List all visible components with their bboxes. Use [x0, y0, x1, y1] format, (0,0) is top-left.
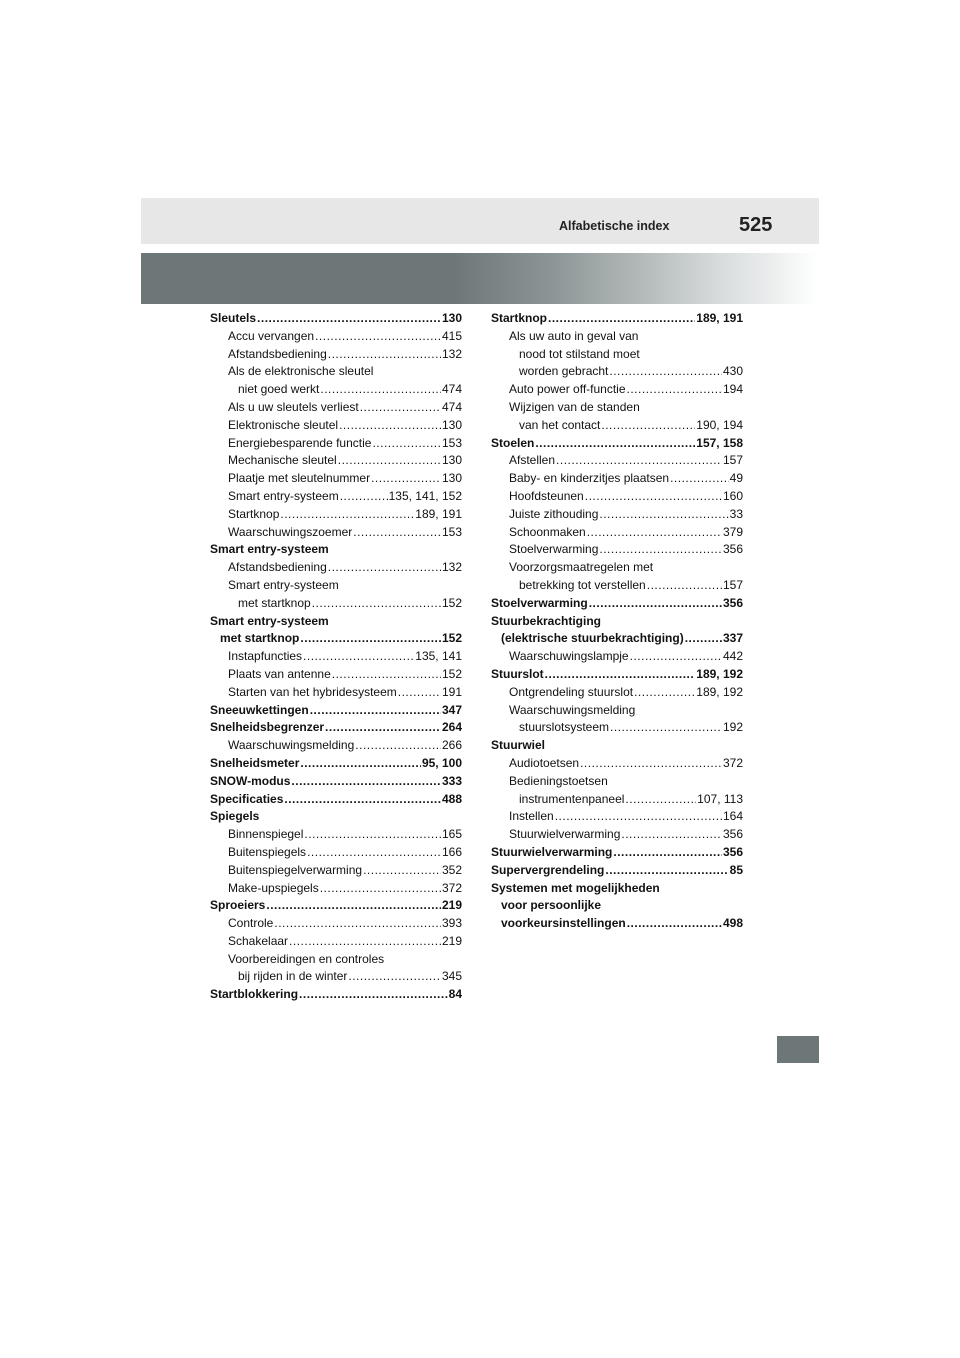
index-term: worden gebracht: [519, 364, 609, 379]
index-entry: [210, 470, 462, 488]
index-entry: [210, 595, 462, 613]
index-entry: [491, 577, 743, 595]
index-term: Juiste zithouding: [509, 506, 599, 521]
index-term: Smart entry-systeem: [228, 577, 339, 592]
page-reference: 194: [722, 382, 743, 397]
index-term: Voorzorgsmaatregelen met: [509, 560, 654, 575]
index-term: Elektronische sleutel: [228, 417, 339, 432]
index-term: Als uw auto in geval van: [509, 328, 639, 343]
index-entry: [210, 951, 462, 969]
index-entry: [210, 613, 462, 631]
index-term: Binnenspiegel: [228, 827, 304, 842]
index-term: Instapfuncties: [228, 649, 303, 664]
page-reference: 153: [441, 524, 462, 539]
index-term: Ontgrendeling stuurslot: [509, 684, 634, 699]
page-reference: 266: [441, 738, 462, 753]
index-entry: [210, 452, 462, 470]
dot-leader: [610, 719, 722, 737]
page-reference: 498: [722, 916, 743, 931]
index-term: Accu vervangen: [228, 328, 315, 343]
dot-leader: [625, 791, 696, 809]
page-reference: 164: [722, 809, 743, 824]
index-entry: [491, 791, 743, 809]
index-term: Instellen: [509, 809, 554, 824]
index-entry: [491, 880, 743, 898]
index-entry: [491, 524, 743, 542]
index-term: nood tot stilstand moet: [519, 346, 640, 361]
index-entry: [210, 844, 462, 862]
index-term: SNOW-modus: [210, 773, 291, 788]
dot-leader: [585, 488, 722, 506]
index-term: Schoonmaken: [509, 524, 586, 539]
page-reference: 165: [441, 827, 462, 842]
dot-leader: [339, 417, 441, 435]
index-term: Systemen met mogelijkheden: [491, 880, 660, 895]
index-entry: [491, 755, 743, 773]
page-reference: 189, 192: [696, 684, 743, 699]
dot-leader: [627, 381, 722, 399]
page-reference: 379: [722, 524, 743, 539]
index-term: Sleutels: [210, 311, 257, 325]
index-term: niet goed werkt: [238, 382, 320, 397]
index-term: Stoelen: [491, 435, 535, 450]
page-reference: 135, 141, 152: [388, 488, 462, 503]
dot-leader: [303, 648, 414, 666]
page-reference: 49: [729, 471, 743, 486]
index-entry: [210, 559, 462, 577]
dot-leader: [609, 363, 722, 381]
dot-leader: [627, 915, 722, 933]
index-term: Bedieningstoetsen: [509, 773, 608, 788]
index-entry: [491, 666, 743, 684]
dot-leader: [338, 452, 441, 470]
dot-leader: [284, 791, 441, 809]
index-term: Plaats van antenne: [228, 666, 331, 681]
index-term: Sneeuwkettingen: [210, 702, 309, 717]
index-entry: [491, 613, 743, 631]
index-term: stuurslotsysteem: [519, 720, 610, 735]
dot-leader: [589, 595, 722, 613]
dot-leader: [299, 986, 448, 1004]
page-reference: 190, 194: [696, 417, 743, 432]
index-entry: [210, 719, 462, 737]
dot-leader: [257, 310, 441, 328]
page-reference: 189, 191: [696, 311, 743, 325]
index-entry: [491, 328, 743, 346]
index-entry: [210, 968, 462, 986]
page-reference: 152: [441, 631, 462, 646]
index-term: Specificaties: [210, 791, 284, 806]
index-entry: [210, 897, 462, 915]
page-reference: 132: [441, 560, 462, 575]
index-term: Waarschuwingsmelding: [228, 738, 355, 753]
header-gradient-bar: [141, 253, 819, 304]
index-entry: [491, 648, 743, 666]
index-term: van het contact: [519, 417, 601, 432]
dot-leader: [647, 577, 722, 595]
page-reference: 474: [441, 399, 462, 414]
page-reference: 393: [441, 916, 462, 931]
dot-leader: [363, 862, 441, 880]
dot-leader: [548, 310, 695, 328]
index-term: Startknop: [491, 311, 548, 325]
index-entry: [491, 719, 743, 737]
index-term: Stuurslot: [491, 666, 544, 681]
index-entry: [210, 524, 462, 542]
page-reference: 356: [722, 595, 743, 610]
page-reference: 130: [441, 417, 462, 432]
page-reference: 219: [441, 933, 462, 948]
page-reference: 153: [441, 435, 462, 450]
index-entry: [491, 363, 743, 381]
dot-leader: [599, 541, 722, 559]
index-term: Buitenspiegelverwarming: [228, 862, 363, 877]
index-column-right: [491, 310, 743, 933]
page-reference: 356: [722, 542, 743, 557]
index-term: Waarschuwingszoemer: [228, 524, 353, 539]
page-reference: 264: [441, 720, 462, 735]
dot-leader: [340, 488, 388, 506]
index-term: Stoelverwarming: [491, 595, 588, 610]
page-reference: 95, 100: [421, 755, 462, 770]
index-entry: [210, 915, 462, 933]
index-term: Audiotoetsen: [509, 755, 580, 770]
dot-leader: [613, 844, 722, 862]
index-entry: [491, 470, 743, 488]
index-entry: [210, 826, 462, 844]
page-reference: 474: [441, 382, 462, 397]
page-reference: 85: [729, 862, 743, 877]
dot-leader: [320, 880, 441, 898]
dot-leader: [291, 773, 441, 791]
index-entry: [491, 702, 743, 720]
index-entry: [491, 399, 743, 417]
page-number: 525: [739, 214, 773, 236]
index-entry: [210, 630, 462, 648]
dot-leader: [556, 452, 722, 470]
index-entry: [210, 808, 462, 826]
index-entry: [491, 915, 743, 933]
index-entry: [491, 684, 743, 702]
index-entry: [210, 648, 462, 666]
page-reference: 152: [441, 666, 462, 681]
page-reference: 352: [441, 862, 462, 877]
dot-leader: [328, 559, 441, 577]
page-reference: 160: [722, 488, 743, 503]
index-entry: [491, 506, 743, 524]
page-reference: 191: [441, 684, 462, 699]
dot-leader: [580, 755, 722, 773]
index-entry: [210, 737, 462, 755]
dot-leader: [398, 684, 441, 702]
page-reference: 337: [722, 631, 743, 646]
dot-leader: [670, 470, 729, 488]
page-reference: 130: [441, 453, 462, 468]
index-entry: [210, 417, 462, 435]
page-reference: 135, 141: [415, 649, 462, 664]
page-reference: 166: [441, 844, 462, 859]
index-entry: [210, 862, 462, 880]
index-entry: [491, 435, 743, 453]
index-term: voor persoonlijke: [501, 898, 602, 913]
page-reference: 333: [441, 773, 462, 788]
index-entry: [491, 417, 743, 435]
dot-leader: [555, 808, 722, 826]
chapter-tab-marker: [777, 1036, 819, 1063]
index-term: Afstandsbediening: [228, 346, 327, 361]
index-term: Snelheidsmeter: [210, 755, 300, 770]
index-term: Baby- en kinderzitjes plaatsen: [509, 471, 670, 486]
index-term: Make-upspiegels: [228, 880, 319, 895]
dot-leader: [274, 915, 441, 933]
index-term: Waarschuwingslampje: [509, 649, 629, 664]
index-entry: [491, 737, 743, 755]
index-term: (elektrische stuurbekrachtiging): [501, 631, 684, 646]
index-entry: [210, 773, 462, 791]
page-reference: 488: [441, 791, 462, 806]
dot-leader: [621, 826, 722, 844]
index-entry: [210, 488, 462, 506]
index-entry: [210, 880, 462, 898]
dot-leader: [355, 737, 441, 755]
dot-leader: [280, 506, 414, 524]
index-entry: [210, 933, 462, 951]
index-term: Stuurwielverwarming: [491, 844, 613, 859]
index-entry: [491, 559, 743, 577]
index-entry: [210, 381, 462, 399]
index-entry: [210, 791, 462, 809]
dot-leader: [371, 470, 441, 488]
page-reference: 189, 191: [415, 506, 462, 521]
page-reference: 157, 158: [696, 435, 743, 450]
index-term: Stuurwiel: [491, 738, 546, 753]
dot-leader: [599, 506, 728, 524]
dot-leader: [360, 399, 441, 417]
page-reference: 356: [722, 844, 743, 859]
index-entry: [491, 452, 743, 470]
dot-leader: [312, 595, 441, 613]
index-entry: [491, 541, 743, 559]
index-term: betrekking tot verstellen: [519, 577, 646, 592]
page-reference: 84: [448, 987, 462, 1002]
index-term: Smart entry-systeem: [228, 488, 339, 503]
dot-leader: [601, 417, 695, 435]
index-entry: [491, 826, 743, 844]
header-box: [141, 198, 819, 244]
index-entry: [210, 541, 462, 559]
index-entry: [491, 488, 743, 506]
index-entry: [210, 577, 462, 595]
dot-leader: [328, 346, 441, 364]
index-term: Hoofdsteunen: [509, 488, 584, 503]
dot-leader: [587, 524, 722, 542]
index-entry: [210, 755, 462, 773]
index-term: Stuurbekrachtiging: [491, 613, 602, 628]
page-reference: 130: [441, 311, 462, 325]
index-entry: [491, 381, 743, 399]
page-reference: 415: [441, 328, 462, 343]
dot-leader: [304, 826, 441, 844]
index-term: Auto power off-functie: [509, 382, 626, 397]
index-entry: [210, 506, 462, 524]
dot-leader: [325, 719, 441, 737]
dot-leader: [634, 684, 695, 702]
index-term: Mechanische sleutel: [228, 453, 337, 468]
page-reference: 130: [441, 471, 462, 486]
dot-leader: [545, 666, 696, 684]
index-entry: [210, 363, 462, 381]
index-term: Energiebesparende functie: [228, 435, 372, 450]
page-reference: 192: [722, 720, 743, 735]
dot-leader: [300, 755, 421, 773]
index-term: Als u uw sleutels verliest: [228, 399, 359, 414]
index-term: Controle: [228, 916, 274, 931]
dot-leader: [266, 897, 441, 915]
index-entry: [491, 773, 743, 791]
index-term: Sproeiers: [210, 898, 266, 913]
index-entry: [491, 346, 743, 364]
dot-leader: [300, 630, 441, 648]
dot-leader: [605, 862, 728, 880]
index-term: Smart entry-systeem: [210, 542, 329, 557]
index-term: voorkeursinstellingen: [501, 916, 626, 931]
dot-leader: [685, 630, 722, 648]
page-reference: 442: [722, 649, 743, 664]
dot-leader: [332, 666, 441, 684]
page-reference: 356: [722, 827, 743, 842]
index-entry: [210, 310, 462, 328]
index-term: Waarschuwingsmelding: [509, 702, 636, 717]
page-reference: 152: [441, 595, 462, 610]
index-term: Startblokkering: [210, 987, 299, 1002]
dot-leader: [535, 435, 695, 453]
index-entry: [210, 986, 462, 1004]
index-term: Smart entry-systeem: [210, 613, 329, 628]
index-column-left: [210, 310, 462, 1004]
index-term: Afstandsbediening: [228, 560, 327, 575]
index-entry: [210, 684, 462, 702]
dot-leader: [372, 435, 441, 453]
index-entry: [491, 844, 743, 862]
index-term: Als de elektronische sleutel: [228, 364, 374, 379]
index-term: Buitenspiegels: [228, 844, 307, 859]
index-entry: [210, 702, 462, 720]
index-entry: [210, 666, 462, 684]
index-entry: [491, 862, 743, 880]
page-reference: 107, 113: [697, 791, 743, 806]
index-entry: [491, 310, 743, 328]
index-term: Starten van het hybridesysteem: [228, 684, 397, 699]
index-term: met startknop: [238, 595, 311, 610]
dot-leader: [348, 968, 441, 986]
index-term: Startknop: [228, 506, 280, 521]
index-entry: [210, 435, 462, 453]
index-term: Wijzigen van de standen: [509, 399, 640, 414]
dot-leader: [289, 933, 441, 951]
page-reference: 157: [722, 453, 743, 468]
index-entry: [210, 328, 462, 346]
index-term: Supervergrendeling: [491, 862, 605, 877]
index-term: Spiegels: [210, 809, 260, 824]
page-reference: 132: [441, 346, 462, 361]
index-entry: [491, 808, 743, 826]
dot-leader: [630, 648, 722, 666]
index-term: met startknop: [220, 631, 300, 646]
index-entry: [491, 897, 743, 915]
dot-leader: [353, 524, 441, 542]
index-term: Schakelaar: [228, 933, 289, 948]
page-reference: 33: [729, 506, 743, 521]
index-term: Voorbereidingen en controles: [228, 951, 385, 966]
dot-leader: [320, 381, 441, 399]
index-entry: [491, 630, 743, 648]
index-term: bij rijden in de winter: [238, 969, 348, 984]
dot-leader: [310, 702, 441, 720]
page-reference: 189, 192: [696, 666, 743, 681]
index-entry: [210, 399, 462, 417]
page-reference: 372: [722, 755, 743, 770]
index-term: Snelheidsbegrenzer: [210, 720, 325, 735]
page-reference: 347: [441, 702, 462, 717]
page-reference: 372: [441, 880, 462, 895]
index-term: instrumentenpaneel: [519, 791, 625, 806]
dot-leader: [315, 328, 441, 346]
index-entry: [491, 595, 743, 613]
page-reference: 430: [722, 364, 743, 379]
section-title: Alfabetische index: [559, 219, 670, 233]
page-reference: 157: [722, 577, 743, 592]
index-term: Stuurwielverwarming: [509, 827, 621, 842]
dot-leader: [307, 844, 441, 862]
index-term: Plaatje met sleutelnummer: [228, 471, 371, 486]
index-entry: [210, 346, 462, 364]
page-reference: 345: [441, 969, 462, 984]
index-term: Afstellen: [509, 453, 556, 468]
page-reference: 219: [441, 898, 462, 913]
index-term: Stoelverwarming: [509, 542, 599, 557]
